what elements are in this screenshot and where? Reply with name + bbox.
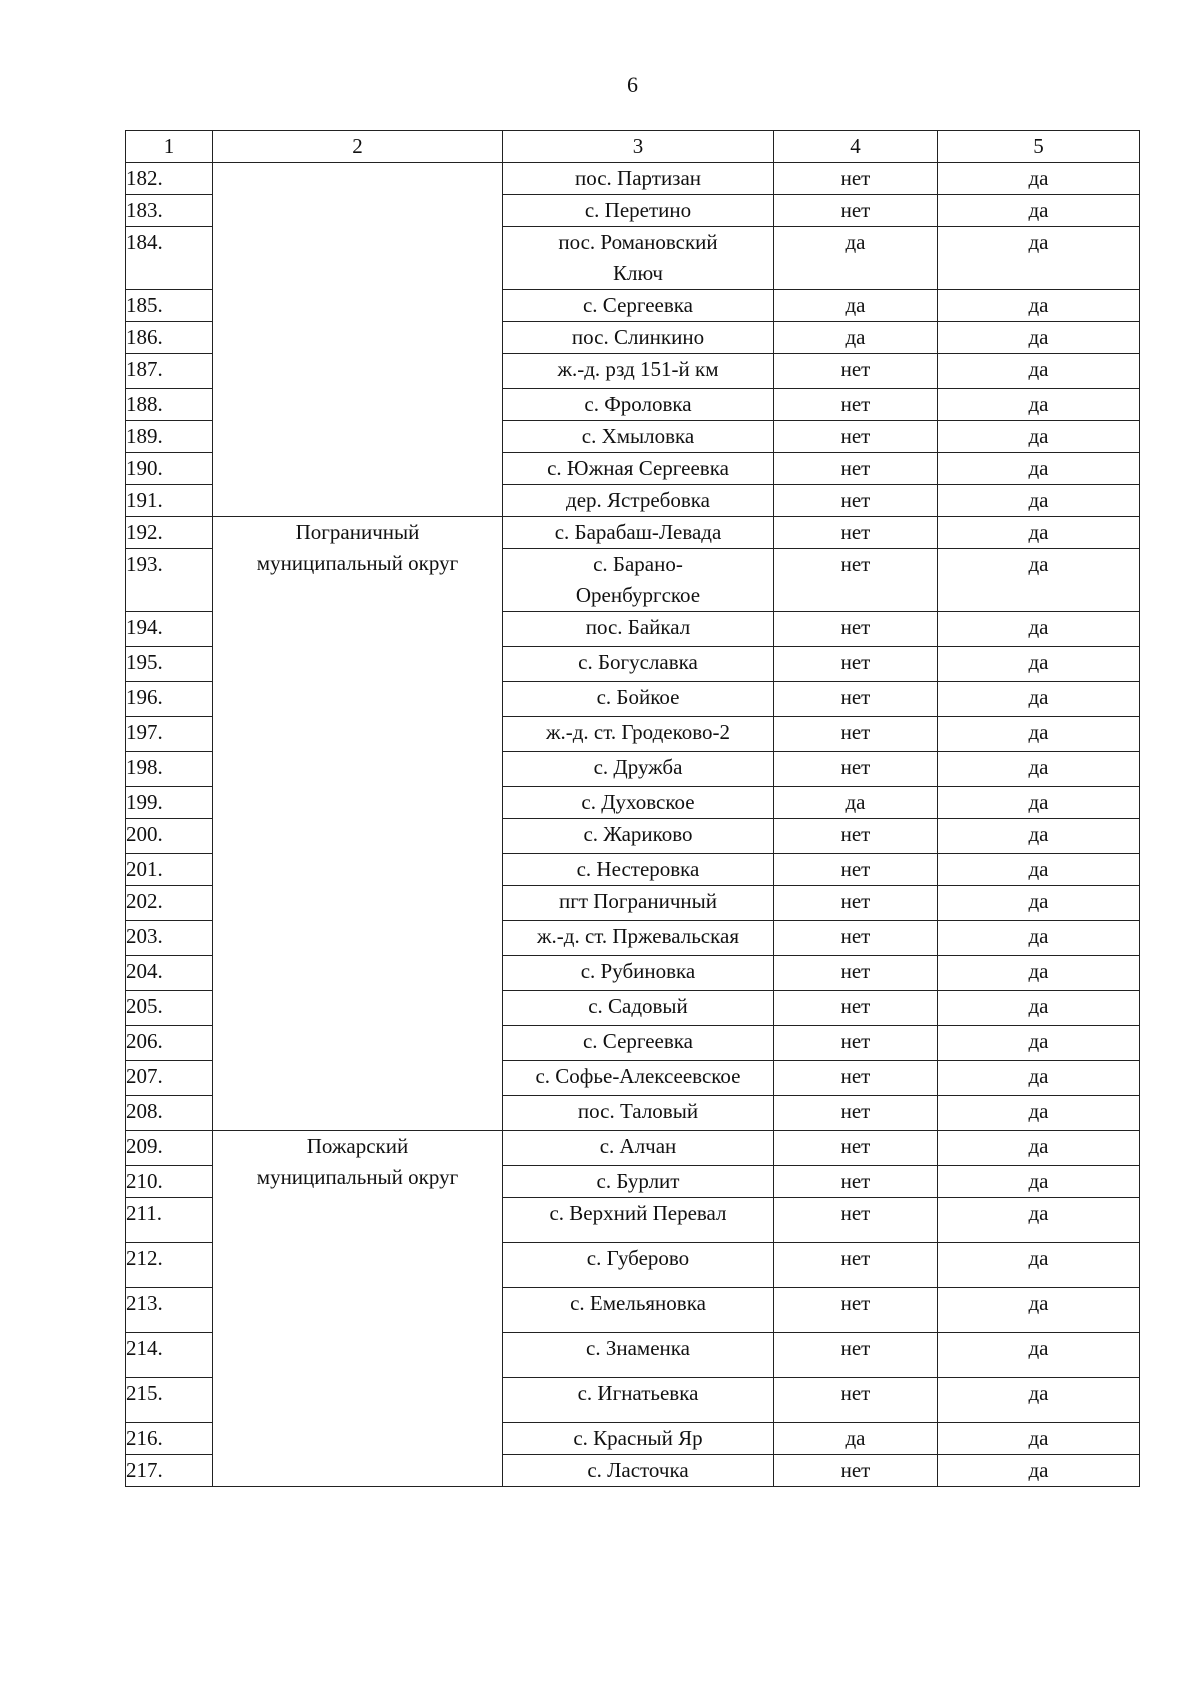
column-5-value: да: [938, 717, 1140, 752]
column-5-value: да: [938, 290, 1140, 322]
table-header-row: [126, 131, 1140, 163]
column-4-value: нет: [774, 752, 938, 787]
row-number: 198.: [126, 752, 213, 787]
settlement-name: ж.-д. ст. Гродеково-2: [503, 717, 774, 752]
row-number: 186.: [126, 322, 213, 354]
column-4-value: нет: [774, 421, 938, 453]
column-5-value: да: [938, 647, 1140, 682]
settlement-name: с. Губерово: [503, 1243, 774, 1288]
table-row: [126, 1131, 1140, 1166]
settlement-name: с. Бойкое: [503, 682, 774, 717]
row-number: 216.: [126, 1423, 213, 1455]
table-row: [126, 517, 1140, 549]
table-row: [126, 163, 1140, 195]
settlement-name: с. Софье-Алексеевское: [503, 1061, 774, 1096]
row-number: 215.: [126, 1378, 213, 1423]
column-5-value: да: [938, 1166, 1140, 1198]
column-header-3: 3: [503, 131, 774, 163]
row-number: 204.: [126, 956, 213, 991]
row-number: 188.: [126, 389, 213, 421]
column-5-value: да: [938, 549, 1140, 612]
settlement-name: с. Емельяновка: [503, 1288, 774, 1333]
column-4-value: нет: [774, 485, 938, 517]
column-header-5: 5: [938, 131, 1140, 163]
row-number: 202.: [126, 886, 213, 921]
settlement-name: дер. Ястребовка: [503, 485, 774, 517]
row-number: 187.: [126, 354, 213, 389]
row-number: 211.: [126, 1198, 213, 1243]
row-number: 217.: [126, 1455, 213, 1487]
settlement-name: ж.-д. ст. Пржевальская: [503, 921, 774, 956]
row-number: 197.: [126, 717, 213, 752]
settlements-table: [125, 130, 1140, 1487]
column-5-value: да: [938, 1131, 1140, 1166]
municipal-district: [213, 163, 503, 517]
column-header-1: 1: [126, 131, 213, 163]
row-number: 212.: [126, 1243, 213, 1288]
column-4-value: нет: [774, 1026, 938, 1061]
column-header-2: 2: [213, 131, 503, 163]
column-4-value: нет: [774, 195, 938, 227]
settlement-name: с. Красный Яр: [503, 1423, 774, 1455]
column-5-value: да: [938, 195, 1140, 227]
column-5-value: да: [938, 485, 1140, 517]
settlement-name: с. Сергеевка: [503, 290, 774, 322]
row-number: 214.: [126, 1333, 213, 1378]
row-number: 183.: [126, 195, 213, 227]
column-5-value: да: [938, 421, 1140, 453]
page-number: 6: [627, 72, 638, 97]
column-5-value: да: [938, 854, 1140, 886]
settlement-name: пос. Байкал: [503, 612, 774, 647]
column-4-value: нет: [774, 1243, 938, 1288]
row-number: 203.: [126, 921, 213, 956]
row-number: 201.: [126, 854, 213, 886]
column-4-value: нет: [774, 682, 938, 717]
settlement-name: с. Сергеевка: [503, 1026, 774, 1061]
row-number: 209.: [126, 1131, 213, 1166]
column-5-value: да: [938, 1455, 1140, 1487]
row-number: 195.: [126, 647, 213, 682]
column-4-value: нет: [774, 991, 938, 1026]
row-number: 208.: [126, 1096, 213, 1131]
column-4-value: нет: [774, 453, 938, 485]
column-5-value: да: [938, 227, 1140, 290]
column-5-value: да: [938, 163, 1140, 195]
settlement-name: с. Барано- Оренбургское: [503, 549, 774, 612]
column-5-value: да: [938, 1288, 1140, 1333]
column-4-value: нет: [774, 354, 938, 389]
column-4-value: нет: [774, 1288, 938, 1333]
settlement-name: ж.-д. рзд 151-й км: [503, 354, 774, 389]
settlement-name: пос. Таловый: [503, 1096, 774, 1131]
column-5-value: да: [938, 921, 1140, 956]
column-5-value: да: [938, 517, 1140, 549]
municipal-district: Пограничный муниципальный округ: [213, 517, 503, 1131]
settlement-name: с. Ласточка: [503, 1455, 774, 1487]
column-header-4: 4: [774, 131, 938, 163]
column-4-value: нет: [774, 612, 938, 647]
column-5-value: да: [938, 1061, 1140, 1096]
row-number: 184.: [126, 227, 213, 290]
column-5-value: да: [938, 453, 1140, 485]
column-4-value: нет: [774, 1061, 938, 1096]
column-4-value: да: [774, 787, 938, 819]
row-number: 210.: [126, 1166, 213, 1198]
row-number: 192.: [126, 517, 213, 549]
column-5-value: да: [938, 1333, 1140, 1378]
table-body: [126, 131, 1140, 1487]
settlement-name: с. Южная Сергеевка: [503, 453, 774, 485]
column-5-value: да: [938, 354, 1140, 389]
column-4-value: нет: [774, 717, 938, 752]
settlement-name: с. Дружба: [503, 752, 774, 787]
settlement-name: с. Фроловка: [503, 389, 774, 421]
settlement-name: с. Богуславка: [503, 647, 774, 682]
column-4-value: нет: [774, 854, 938, 886]
row-number: 196.: [126, 682, 213, 717]
settlement-name: пос. Партизан: [503, 163, 774, 195]
column-4-value: да: [774, 227, 938, 290]
row-number: 189.: [126, 421, 213, 453]
column-5-value: да: [938, 1423, 1140, 1455]
column-4-value: нет: [774, 1378, 938, 1423]
row-number: 191.: [126, 485, 213, 517]
settlement-name: пгт Пограничный: [503, 886, 774, 921]
row-number: 194.: [126, 612, 213, 647]
settlement-name: с. Бурлит: [503, 1166, 774, 1198]
column-4-value: да: [774, 322, 938, 354]
column-4-value: да: [774, 1423, 938, 1455]
settlement-name: с. Верхний Перевал: [503, 1198, 774, 1243]
column-5-value: да: [938, 787, 1140, 819]
settlement-name: с. Перетино: [503, 195, 774, 227]
column-5-value: да: [938, 819, 1140, 854]
column-4-value: нет: [774, 389, 938, 421]
column-4-value: нет: [774, 1455, 938, 1487]
row-number: 213.: [126, 1288, 213, 1333]
column-4-value: нет: [774, 1096, 938, 1131]
settlement-name: с. Нестеровка: [503, 854, 774, 886]
column-5-value: да: [938, 752, 1140, 787]
settlement-name: с. Хмыловка: [503, 421, 774, 453]
column-5-value: да: [938, 1198, 1140, 1243]
column-5-value: да: [938, 1378, 1140, 1423]
settlement-name: с. Барабаш-Левада: [503, 517, 774, 549]
column-4-value: нет: [774, 1131, 938, 1166]
settlement-name: пос. Романовский Ключ: [503, 227, 774, 290]
column-4-value: нет: [774, 819, 938, 854]
settlement-name: с. Рубиновка: [503, 956, 774, 991]
column-4-value: нет: [774, 1333, 938, 1378]
column-5-value: да: [938, 991, 1140, 1026]
row-number: 182.: [126, 163, 213, 195]
column-5-value: да: [938, 886, 1140, 921]
settlement-name: с. Жариково: [503, 819, 774, 854]
column-4-value: нет: [774, 163, 938, 195]
column-5-value: да: [938, 322, 1140, 354]
column-5-value: да: [938, 956, 1140, 991]
column-4-value: нет: [774, 517, 938, 549]
column-4-value: нет: [774, 1166, 938, 1198]
settlement-name: с. Садовый: [503, 991, 774, 1026]
row-number: 190.: [126, 453, 213, 485]
column-5-value: да: [938, 389, 1140, 421]
column-5-value: да: [938, 1243, 1140, 1288]
row-number: 207.: [126, 1061, 213, 1096]
settlement-name: с. Духовское: [503, 787, 774, 819]
column-5-value: да: [938, 682, 1140, 717]
column-4-value: нет: [774, 886, 938, 921]
column-4-value: нет: [774, 549, 938, 612]
row-number: 206.: [126, 1026, 213, 1061]
row-number: 205.: [126, 991, 213, 1026]
column-4-value: нет: [774, 647, 938, 682]
column-4-value: нет: [774, 1198, 938, 1243]
column-4-value: нет: [774, 921, 938, 956]
settlement-name: с. Алчан: [503, 1131, 774, 1166]
column-5-value: да: [938, 1096, 1140, 1131]
settlement-name: с. Игнатьевка: [503, 1378, 774, 1423]
column-4-value: да: [774, 290, 938, 322]
column-5-value: да: [938, 612, 1140, 647]
row-number: 193.: [126, 549, 213, 612]
settlement-name: пос. Слинкино: [503, 322, 774, 354]
municipal-district: Пожарский муниципальный округ: [213, 1131, 503, 1487]
column-5-value: да: [938, 1026, 1140, 1061]
column-4-value: нет: [774, 956, 938, 991]
row-number: 185.: [126, 290, 213, 322]
row-number: 200.: [126, 819, 213, 854]
settlement-name: с. Знаменка: [503, 1333, 774, 1378]
row-number: 199.: [126, 787, 213, 819]
